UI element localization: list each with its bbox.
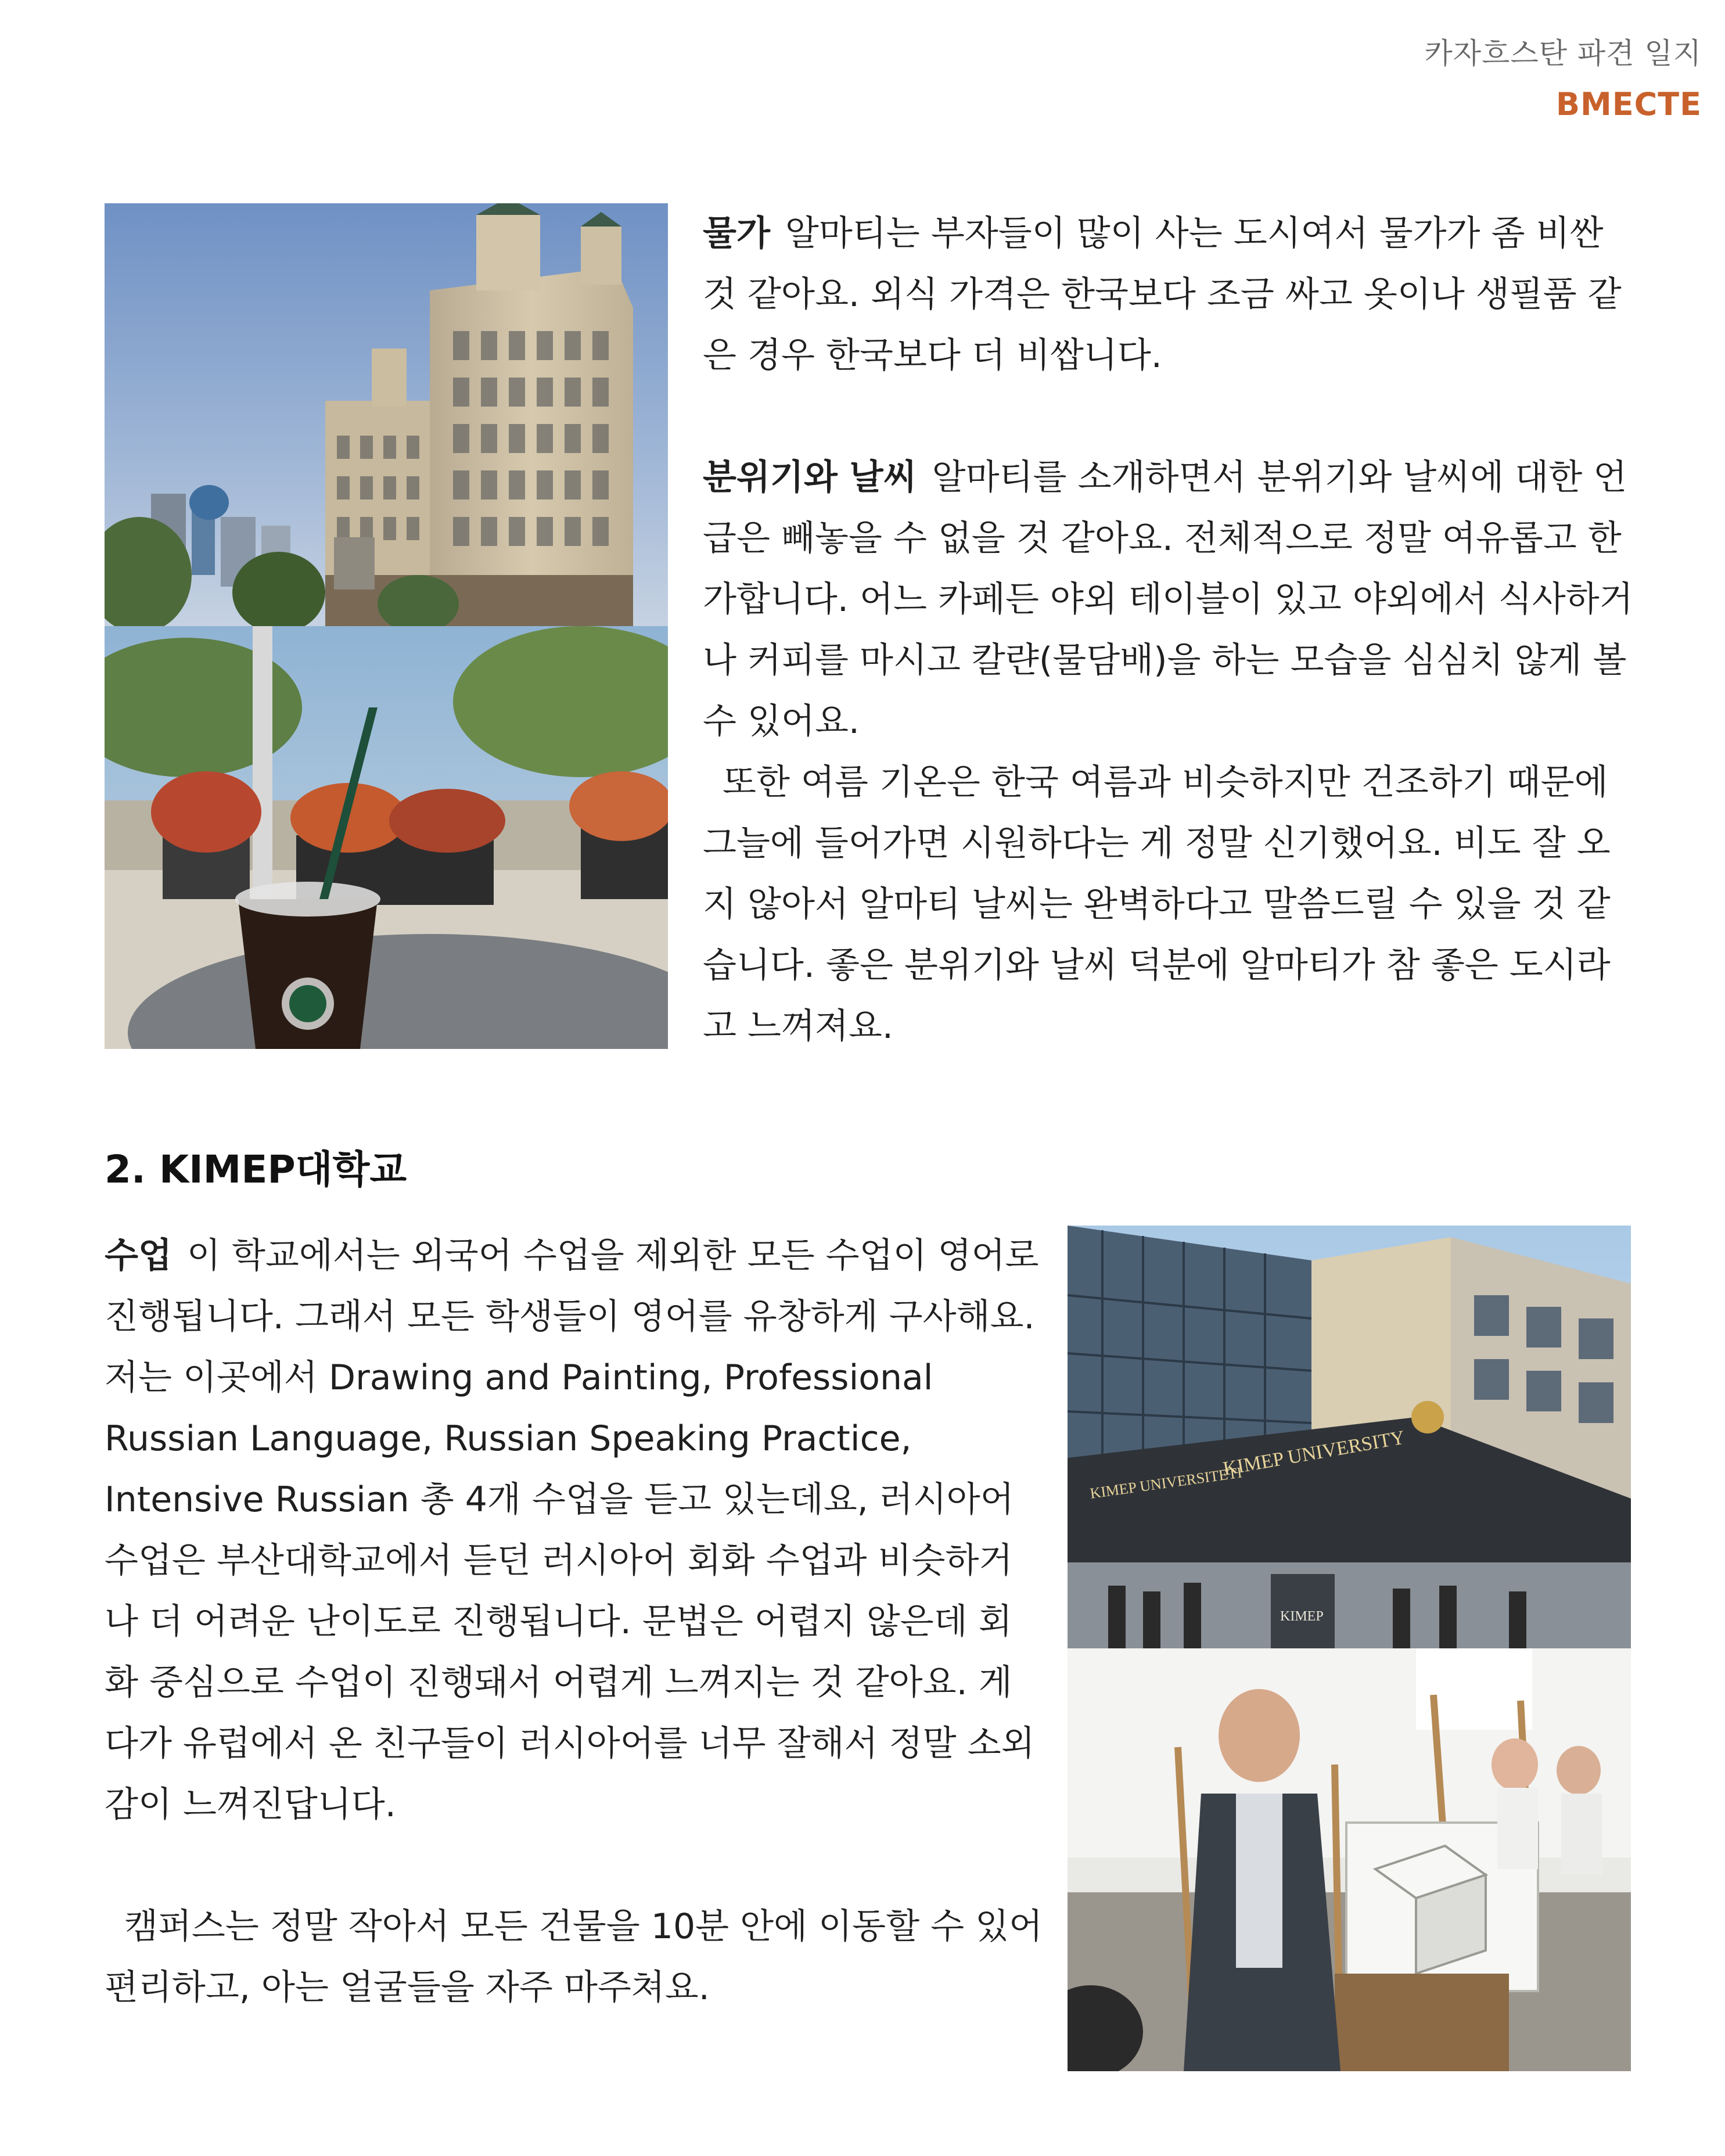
classes-title: 수업 <box>105 1235 172 1276</box>
atmosphere-paragraph <box>703 447 1644 1057</box>
header-subtitle: 카자흐스탄 파견 일지 <box>1424 37 1702 70</box>
campus-text: 캠퍼스는 정말 작아서 모든 건물을 10분 안에 이동할 수 있어 편리하고, 아는 얼굴들을 자주 마주쳐요. <box>105 1906 1043 2008</box>
cafe-coffee-illustration <box>105 626 668 1049</box>
almaty-building-illustration <box>105 203 668 626</box>
kimep-building-illustration <box>1068 1226 1631 1648</box>
price-title: 물가 <box>703 213 770 254</box>
price-text: 알마티는 부자들이 많이 사는 도시여서 물가가 좀 비싼 것 같아요. 외식 가격은 한국보다 조금 싸고 옷이나 생필품 같은 경우 한국보다 더 비쌉니다. <box>703 213 1622 376</box>
section-title-kimep: 2. KIMEP대학교 <box>105 1147 407 1192</box>
sign-kimep: KIMEP <box>1280 1609 1324 1624</box>
sign-kimep-university: KIMEP UNIVERSITY <box>1221 1426 1407 1480</box>
drawing-class-illustration <box>1068 1648 1631 2071</box>
atmosphere-text-2: 또한 여름 기온은 한국 여름과 비슷하지만 건조하기 때문에 그늘에 들어가면 시원하다는 게 정말 신기했어요. 비도 잘 오지 않아서 알마티 날씨는 완벽하다고 말씀드릴 수 있을 것 같습니다. 좋은 분위기와 날씨 덕분에 알마티가 참 좋은 도시라고 느껴져요. <box>703 762 1611 1047</box>
header-brand: BMECTE <box>1555 86 1702 123</box>
price-paragraph <box>703 203 1644 386</box>
photo-almaty-building <box>105 203 668 626</box>
photo-kimep-building <box>1068 1226 1631 1648</box>
photo-cafe-coffee <box>105 626 668 1049</box>
atmosphere-text: 알마티를 소개하면서 분위기와 날씨에 대한 언급은 빼놓을 수 없을 것 같아요. 전체적으로 정말 여유롭고 한가합니다. 어느 카페든 야외 테이블이 있고 야외에서 식사하거나 커피를 마시고 칼랸(물담배)을 하는 모습을 심심치 않게 볼 수 있어요. <box>703 457 1633 742</box>
photo-drawing-class <box>1068 1648 1631 2071</box>
sign-kimep-universiteti: KIMEP UNIVERSITETI <box>1088 1464 1244 1502</box>
classes-text: 이 학교에서는 외국어 수업을 제외한 모든 수업이 영어로 진행됩니다. 그래서 모든 학생들이 영어를 유창하게 구사해요. 저는 이곳에서 Drawing and Painting, Professional Russian Language, Russian Speaking Practice, Intensive Russian 총 4개 수업을 듣고 있는데요, 러시아어 수업은 부산대학교에서 듣던 러시아어 회화 수업과 비슷하거나 더 어려운 난이도로 진행됩니다. 문법은 어렵지 않은데 회화 중심으로 수업이 진행돼서 어렵게 느껴지는 것 같아요. 게다가 유럽에서 온 친구들이 러시아어를 너무 잘해서 정말 소외감이 느껴진답니다. <box>105 1235 1039 1825</box>
classes-paragraph <box>105 1226 1045 2018</box>
atmosphere-title: 분위기와 날씨 <box>703 457 917 498</box>
